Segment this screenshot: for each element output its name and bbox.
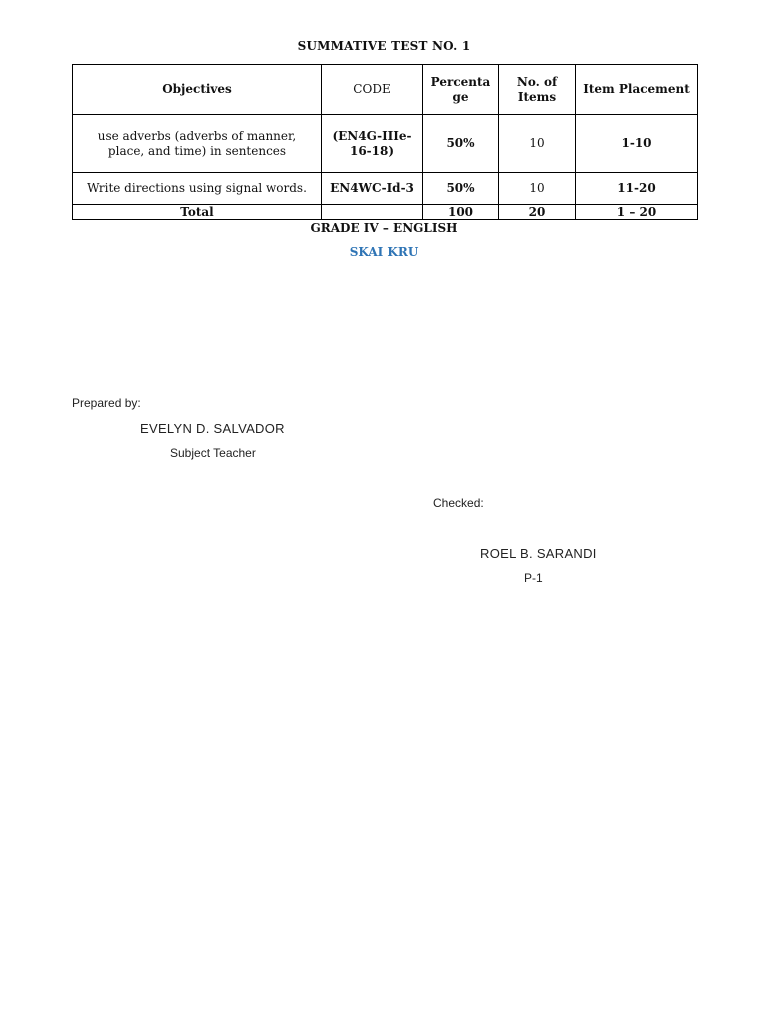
row-code bbox=[322, 115, 423, 173]
prepared-by-label: Prepared by: bbox=[72, 396, 141, 410]
total-placement: 1 – 20 bbox=[576, 205, 698, 220]
document-title: SUMMATIVE TEST NO. 1 bbox=[297, 39, 471, 53]
table-total-row bbox=[73, 205, 698, 220]
header-percentage bbox=[423, 65, 499, 115]
total-percentage: 100 bbox=[423, 205, 499, 220]
preparer-role: Subject Teacher bbox=[170, 446, 256, 460]
row-code-line2: 16-18) bbox=[349, 143, 395, 158]
header-items-line1: No. of bbox=[516, 74, 558, 89]
table-row bbox=[73, 115, 698, 173]
row-code: EN4WC-Id-3 bbox=[322, 173, 423, 205]
checker-role: P-1 bbox=[524, 571, 543, 585]
header-placement: Item Placement bbox=[576, 65, 698, 115]
checker-name: ROEL B. SARANDI bbox=[480, 546, 597, 561]
row-objective: use adverbs (adverbs of manner, place, and time) in sentences bbox=[73, 115, 322, 173]
row-items: 10 bbox=[499, 173, 576, 205]
grade-heading: GRADE IV – ENGLISH bbox=[310, 221, 458, 235]
row-placement: 11-20 bbox=[576, 173, 698, 205]
header-items bbox=[499, 65, 576, 115]
header-code bbox=[322, 65, 423, 115]
row-placement: 1-10 bbox=[576, 115, 698, 173]
header-percentage-line2: ge bbox=[452, 89, 469, 104]
header-percentage-line1: Percenta bbox=[430, 74, 491, 89]
school-heading: SKAI KRU bbox=[349, 245, 419, 259]
header-objectives: Objectives bbox=[73, 65, 322, 115]
table-of-specifications bbox=[72, 64, 698, 220]
row-code-line1: (EN4G-IIIe- bbox=[332, 128, 412, 143]
total-code bbox=[322, 205, 423, 220]
header-code-label: CODE bbox=[353, 82, 391, 96]
header-items-line2: Items bbox=[517, 89, 557, 104]
table-row bbox=[73, 173, 698, 205]
preparer-name: EVELYN D. SALVADOR bbox=[140, 421, 285, 436]
checked-label: Checked: bbox=[433, 496, 484, 510]
row-items: 10 bbox=[499, 115, 576, 173]
row-percentage: 50% bbox=[423, 115, 499, 173]
table-header-row bbox=[73, 65, 698, 115]
row-objective: Write directions using signal words. bbox=[73, 173, 322, 205]
total-label: Total bbox=[73, 205, 322, 220]
total-items: 20 bbox=[499, 205, 576, 220]
row-percentage: 50% bbox=[423, 173, 499, 205]
